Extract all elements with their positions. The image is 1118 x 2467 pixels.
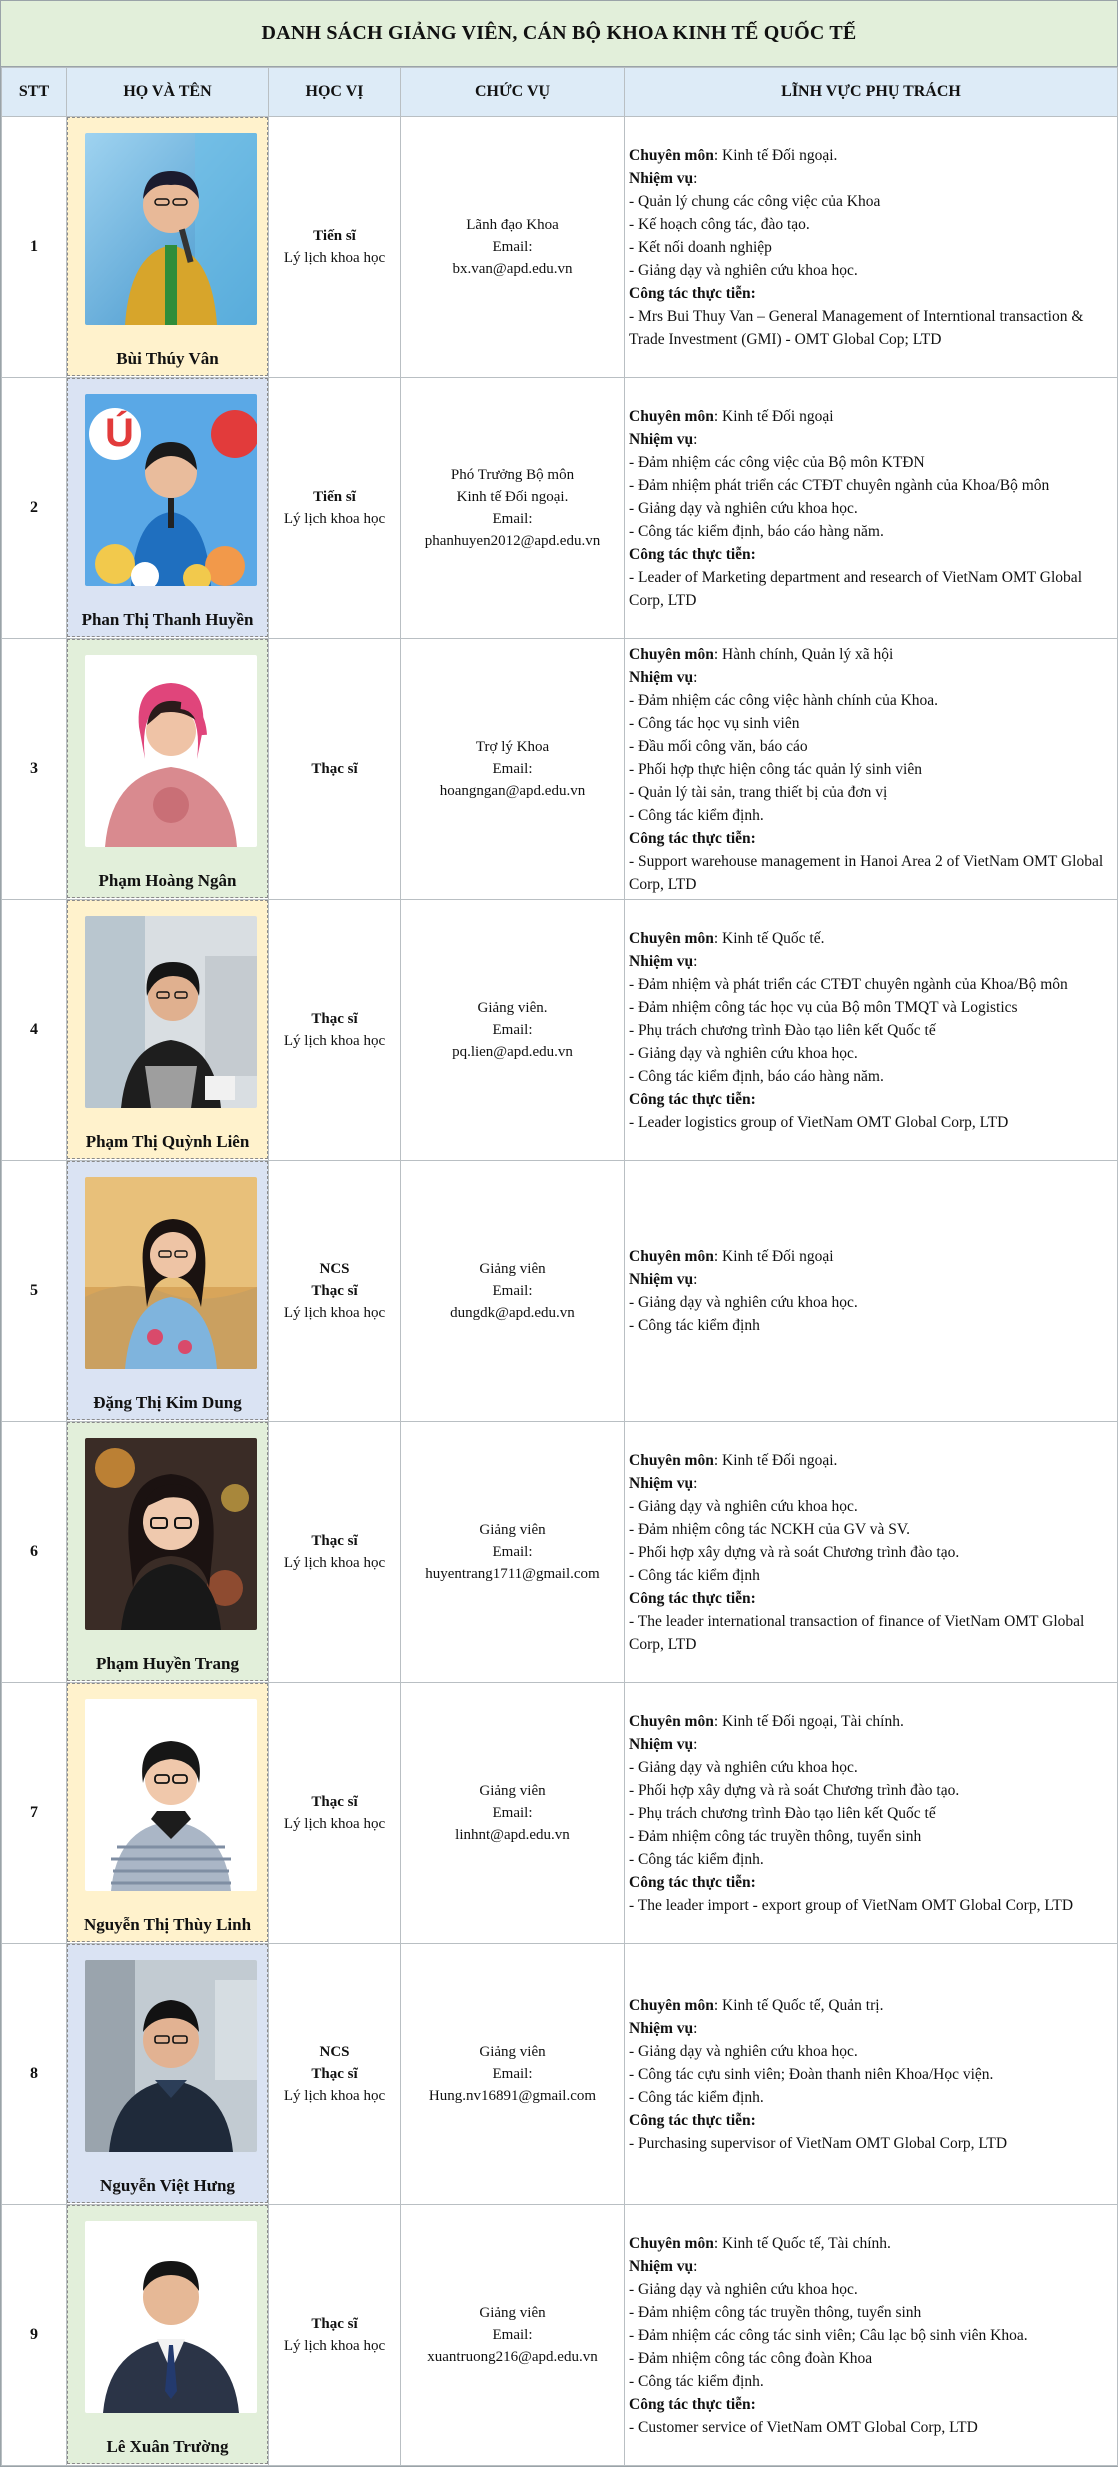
duties-cell — [625, 1422, 1118, 1683]
stt-cell: 3 — [2, 639, 67, 900]
cv-link[interactable]: Lý lịch khoa học — [283, 2338, 386, 2354]
degree-cell — [269, 2205, 401, 2466]
degree-cell — [269, 639, 401, 900]
task-item: - Đảm nhiệm các công tác sinh viên; Câu lạc bộ sinh viên Khoa. — [629, 2326, 1028, 2344]
degree-cell — [269, 900, 401, 1161]
degree-cell — [269, 378, 401, 639]
position-line: Phó Trưởng Bộ môn — [450, 467, 575, 483]
duties-cell — [625, 1944, 1118, 2205]
position-line: Email: — [492, 239, 533, 255]
position-line: Hung.nv16891@gmail.com — [428, 2088, 597, 2104]
specialty-label: Chuyên môn — [629, 645, 714, 663]
specialty-label: Chuyên môn — [629, 146, 714, 164]
duties-cell — [625, 900, 1118, 1161]
practice-item: - The leader international transaction of finance of VietNam OMT Global Corp, LTD — [629, 1612, 1085, 1653]
photo-frame — [67, 2205, 268, 2464]
task-item: - Công tác kiểm định — [629, 1566, 760, 1584]
degree-text: Tiến sĩ — [313, 228, 356, 244]
specialty-line — [629, 1449, 1111, 1472]
position-cell — [401, 378, 625, 639]
task-item: - Giảng dạy và nghiên cứu khoa học. — [629, 499, 858, 517]
position-cell — [401, 639, 625, 900]
position-line: Email: — [492, 1544, 533, 1560]
staff-name: Phạm Hoàng Ngân — [98, 871, 237, 890]
stt-cell: 5 — [2, 1161, 67, 1422]
position-cell — [401, 1161, 625, 1422]
specialty-label: Chuyên môn — [629, 1712, 714, 1730]
duties-cell — [625, 378, 1118, 639]
practice-item: - Leader of Marketing department and research of VietNam OMT Global Corp, LTD — [629, 568, 1082, 609]
staff-name: Bùi Thúy Vân — [116, 349, 219, 368]
duties-label: Nhiệm vụ — [629, 169, 694, 187]
name-cell — [67, 1683, 269, 1944]
task-item: - Đảm nhiệm các công việc của Bộ môn KTĐN — [629, 453, 925, 471]
specialty-text: : Kinh tế Đối ngoại — [713, 407, 834, 425]
cv-link[interactable]: Lý lịch khoa học — [283, 1816, 386, 1832]
task-item: - Giảng dạy và nghiên cứu khoa học. — [629, 1044, 858, 1062]
specialty-text: : Kinh tế Đối ngoại. — [713, 1451, 838, 1469]
task-item: - Công tác kiểm định. — [629, 806, 764, 824]
specialty-line — [629, 405, 1111, 428]
cv-link[interactable]: Lý lịch khoa học — [283, 1555, 386, 1571]
duties-cell — [625, 2205, 1118, 2466]
degree-cell — [269, 1944, 401, 2205]
staff-photo — [85, 1177, 257, 1369]
duties-cell — [625, 639, 1118, 900]
specialty-line — [629, 144, 1111, 167]
position-line: dungdk@apd.edu.vn — [450, 1305, 575, 1321]
duties-heading — [629, 950, 1111, 973]
table-row — [2, 1422, 1118, 1683]
table-row — [2, 900, 1118, 1161]
task-item: - Đảm nhiệm công tác truyền thông, tuyển sinh — [629, 2303, 922, 2321]
position-line: phanhuyen2012@apd.edu.vn — [424, 533, 601, 549]
specialty-line — [629, 1710, 1111, 1733]
position-line: Email: — [492, 511, 533, 527]
photo-frame — [67, 378, 268, 637]
degree-text: NCS — [319, 1261, 350, 1277]
task-item: - Phối hợp xây dựng và rà soát Chương trình đào tạo. — [629, 1781, 960, 1799]
photo-frame — [67, 1422, 268, 1681]
duties-colon: : — [693, 169, 698, 187]
practice-label: Công tác thực tiễn: — [629, 284, 756, 302]
name-cell — [67, 378, 269, 639]
position-cell — [401, 1422, 625, 1683]
duties-label: Nhiệm vụ — [629, 668, 694, 686]
cv-link[interactable]: Lý lịch khoa học — [283, 1033, 386, 1049]
duties-heading — [629, 2017, 1111, 2040]
duties-label: Nhiệm vụ — [629, 2257, 694, 2275]
duties-heading — [629, 1472, 1111, 1495]
duties-label: Nhiệm vụ — [629, 1271, 694, 1288]
specialty-text: : Kinh tế Đối ngoại, Tài chính. — [713, 1712, 904, 1730]
name-cell — [67, 900, 269, 1161]
task-item: - Công tác kiểm định. — [629, 2088, 764, 2106]
duties-colon: : — [693, 2019, 698, 2037]
stt-cell: 6 — [2, 1422, 67, 1683]
duties-heading — [629, 666, 1111, 689]
degree-text: Tiến sĩ — [313, 489, 356, 505]
name-cell — [67, 2205, 269, 2466]
specialty-text: : Kinh tế Đối ngoại. — [713, 146, 838, 164]
position-line: Giảng viên — [479, 2305, 546, 2321]
task-item: - Công tác kiểm định, báo cáo hàng năm. — [629, 1067, 884, 1085]
practice-label: Công tác thực tiễn: — [629, 1589, 756, 1607]
practice-item: - The leader import - export group of VietNam OMT Global Corp, LTD — [629, 1896, 1074, 1914]
duties-colon: : — [693, 1735, 698, 1753]
practice-item: - Support warehouse management in Hanoi Area 2 of VietNam OMT Global Corp, LTD — [629, 852, 1104, 893]
task-item: - Công tác kiểm định, báo cáo hàng năm. — [629, 522, 884, 540]
position-line: Email: — [492, 1805, 533, 1821]
photo-frame — [67, 117, 268, 376]
position-line: bx.van@apd.edu.vn — [452, 261, 573, 277]
practice-label: Công tác thực tiễn: — [629, 545, 756, 563]
degree-text: Thạc sĩ — [311, 761, 358, 777]
specialty-text: : Kinh tế Quốc tế, Quản trị. — [713, 1996, 884, 2014]
task-item: - Công tác cựu sinh viên; Đoàn thanh niên Khoa/Học viện. — [629, 2065, 994, 2083]
degree-cell — [269, 1683, 401, 1944]
position-cell — [401, 900, 625, 1161]
cv-link[interactable]: Lý lịch khoa học — [283, 2088, 386, 2104]
cv-link[interactable]: Lý lịch khoa học — [283, 250, 386, 266]
specialty-line — [629, 1245, 1111, 1268]
specialty-line — [629, 2232, 1111, 2255]
degree-text: Thạc sĩ — [311, 2316, 358, 2332]
practice-label: Công tác thực tiễn: — [629, 2111, 756, 2129]
position-line: Giảng viên — [479, 1261, 546, 1277]
staff-name: Đặng Thị Kim Dung — [93, 1393, 242, 1412]
staff-name: Lê Xuân Trường — [106, 2437, 229, 2456]
staff-photo — [85, 655, 257, 847]
table-row — [2, 1683, 1118, 1944]
stt-cell: 8 — [2, 1944, 67, 2205]
stt-cell: 2 — [2, 378, 67, 639]
staff-photo — [85, 916, 257, 1108]
specialty-line — [629, 1994, 1111, 2017]
header-row — [2, 68, 1118, 117]
task-item: - Đảm nhiệm và phát triển các CTĐT chuyên ngành của Khoa/Bộ môn — [629, 975, 1068, 993]
position-line: Lãnh đạo Khoa — [466, 217, 559, 233]
header-duties: LĨNH VỰC PHỤ TRÁCH — [625, 68, 1118, 117]
task-item: - Phối hợp thực hiện công tác quản lý sinh viên — [629, 760, 922, 778]
duties-heading — [629, 1733, 1111, 1756]
task-item: - Quản lý tài sản, trang thiết bị của đơn vị — [629, 783, 888, 801]
duties-colon: : — [693, 668, 698, 686]
stt-cell: 9 — [2, 2205, 67, 2466]
staff-photo — [85, 394, 257, 586]
degree-text: Thạc sĩ — [311, 1533, 358, 1549]
staff-name: Phạm Thị Quỳnh Liên — [85, 1132, 250, 1151]
table-row — [2, 2205, 1118, 2466]
staff-photo — [85, 1438, 257, 1630]
position-line: Email: — [492, 1283, 533, 1299]
duties-cell — [625, 1161, 1118, 1422]
task-item: - Công tác kiểm định. — [629, 2372, 764, 2390]
duties-colon: : — [693, 952, 698, 970]
table-row — [2, 117, 1118, 378]
specialty-label: Chuyên môn — [629, 407, 714, 425]
staff-name: Nguyễn Thị Thùy Linh — [83, 1915, 252, 1934]
position-cell — [401, 1944, 625, 2205]
task-item: - Giảng dạy và nghiên cứu khoa học. — [629, 2280, 858, 2298]
position-line: Email: — [492, 2327, 533, 2343]
specialty-label: Chuyên môn — [629, 1451, 714, 1469]
position-line: Email: — [492, 1022, 533, 1038]
table-row — [2, 639, 1118, 900]
sheet-title: DANH SÁCH GIẢNG VIÊN, CÁN BỘ KHOA KINH TẾ QUỐC TẾ — [1, 1, 1117, 67]
position-line: Email: — [492, 2066, 533, 2082]
task-item: - Phụ trách chương trình Đào tạo liên kết Quốc tế — [629, 1804, 936, 1822]
position-line: huyentrang1711@gmail.com — [425, 1566, 600, 1582]
stt-cell: 1 — [2, 117, 67, 378]
duties-label: Nhiệm vụ — [629, 1735, 694, 1753]
specialty-label: Chuyên môn — [629, 929, 714, 947]
duties-cell — [625, 1683, 1118, 1944]
task-item: - Đảm nhiệm công tác công đoàn Khoa — [629, 2349, 873, 2367]
task-item: - Giảng dạy và nghiên cứu khoa học. — [629, 1758, 858, 1776]
stt-cell: 7 — [2, 1683, 67, 1944]
task-item: - Phối hợp xây dựng và rà soát Chương trình đào tạo. — [629, 1543, 960, 1561]
duties-label: Nhiệm vụ — [629, 1474, 694, 1492]
position-line: Kinh tế Đối ngoại. — [456, 489, 569, 505]
photo-frame — [67, 900, 268, 1159]
name-cell — [67, 1422, 269, 1683]
staff-rows — [2, 117, 1118, 2466]
duties-cell — [625, 117, 1118, 378]
task-item: - Giảng dạy và nghiên cứu khoa học. — [629, 261, 858, 279]
task-item: - Giảng dạy và nghiên cứu khoa học. — [629, 1497, 858, 1515]
position-line: hoangngan@apd.edu.vn — [439, 783, 586, 799]
duties-label: Nhiệm vụ — [629, 2019, 694, 2037]
header-name: HỌ VÀ TÊN — [67, 68, 269, 117]
photo-frame — [67, 1944, 268, 2203]
specialty-text: : Kinh tế Quốc tế. — [713, 929, 825, 947]
position-line: Giảng viên — [479, 1522, 546, 1538]
task-item: - Giảng dạy và nghiên cứu khoa học. — [629, 2042, 858, 2060]
position-cell — [401, 2205, 625, 2466]
staff-name: Phạm Huyền Trang — [96, 1654, 239, 1673]
task-item: - Công tác học vụ sinh viên — [629, 714, 800, 732]
degree-cell — [269, 1161, 401, 1422]
task-item: - Giảng dạy và nghiên cứu khoa học. — [629, 1294, 858, 1311]
duties-heading — [629, 2255, 1111, 2278]
task-item: - Đảm nhiệm phát triển các CTĐT chuyên ngành của Khoa/Bộ môn — [629, 476, 1050, 494]
cv-link[interactable]: Lý lịch khoa học — [283, 1305, 386, 1321]
photo-frame — [67, 639, 268, 898]
table-row — [2, 378, 1118, 639]
header-degree: HỌC VỊ — [269, 68, 401, 117]
task-item: - Đảm nhiệm các công việc hành chính của Khoa. — [629, 691, 939, 709]
duties-colon: : — [693, 430, 698, 448]
practice-item: - Purchasing supervisor of VietNam OMT Global Corp, LTD — [629, 2134, 1008, 2152]
staff-name: Phan Thị Thanh Huyền — [81, 610, 254, 629]
duties-label: Nhiệm vụ — [629, 952, 694, 970]
staff-photo — [85, 133, 257, 325]
practice-item: - Leader logistics group of VietNam OMT Global Corp, LTD — [629, 1113, 1009, 1131]
position-cell — [401, 117, 625, 378]
duties-heading — [629, 428, 1111, 451]
table-row — [2, 1944, 1118, 2205]
photo-frame — [67, 1161, 268, 1420]
duties-colon: : — [693, 2257, 698, 2275]
task-item: - Công tác kiểm định — [629, 1317, 760, 1334]
practice-item: - Customer service of VietNam OMT Global Corp, LTD — [629, 2418, 978, 2436]
practice-label: Công tác thực tiễn: — [629, 2395, 756, 2413]
practice-label: Công tác thực tiễn: — [629, 829, 756, 847]
degree-text: Thạc sĩ — [311, 1011, 358, 1027]
degree-text: Thạc sĩ — [311, 1283, 358, 1299]
position-line: xuantruong216@apd.edu.vn — [427, 2349, 598, 2365]
position-line: Email: — [492, 761, 533, 777]
practice-label: Công tác thực tiễn: — [629, 1873, 756, 1891]
duties-label: Nhiệm vụ — [629, 430, 694, 448]
practice-label: Công tác thực tiễn: — [629, 1090, 756, 1108]
header-stt: STT — [2, 68, 67, 117]
name-cell — [67, 1944, 269, 2205]
task-item: - Đảm nhiệm công tác học vụ của Bộ môn TMQT và Logistics — [629, 998, 1018, 1016]
position-line: Giảng viên — [479, 2044, 546, 2060]
task-item: - Kết nối doanh nghiệp — [629, 238, 772, 256]
cv-link[interactable]: Lý lịch khoa học — [283, 511, 386, 527]
task-item: - Phụ trách chương trình Đào tạo liên kết Quốc tế — [629, 1021, 936, 1039]
specialty-text: : Kinh tế Đối ngoại — [713, 1248, 834, 1265]
specialty-line — [629, 643, 1111, 666]
header-position: CHỨC VỤ — [401, 68, 625, 117]
task-item: - Kế hoạch công tác, đào tạo. — [629, 215, 810, 233]
position-cell — [401, 1683, 625, 1944]
specialty-text: : Hành chính, Quản lý xã hội — [713, 645, 894, 663]
table-row — [2, 1161, 1118, 1422]
task-item: - Quản lý chung các công việc của Khoa — [629, 192, 881, 210]
staff-photo — [85, 1699, 257, 1891]
task-item: - Đầu mối công văn, báo cáo — [629, 737, 808, 755]
duties-heading — [629, 167, 1111, 190]
task-item: - Công tác kiểm định. — [629, 1850, 764, 1868]
position-line: Giảng viên — [479, 1783, 546, 1799]
specialty-label: Chuyên môn — [629, 2234, 714, 2252]
degree-cell — [269, 1422, 401, 1683]
task-item: - Đảm nhiệm công tác truyền thông, tuyển sinh — [629, 1827, 922, 1845]
task-item: - Đảm nhiệm công tác NCKH của GV và SV. — [629, 1520, 910, 1538]
svg-text:Ú: Ú — [105, 411, 134, 455]
position-line: pq.lien@apd.edu.vn — [452, 1044, 573, 1060]
specialty-label: Chuyên môn — [629, 1248, 714, 1265]
staff-table — [1, 67, 1118, 2466]
position-line: Trợ lý Khoa — [475, 739, 550, 755]
specialty-label: Chuyên môn — [629, 1996, 714, 2014]
degree-text: NCS — [319, 2044, 350, 2060]
staff-name: Nguyễn Việt Hưng — [100, 2176, 235, 2195]
name-cell — [67, 117, 269, 378]
degree-cell — [269, 117, 401, 378]
practice-item: - Mrs Bui Thuy Van – General Management of Interntional transaction & Trade Investment (GMI) - OMT Global Cop; LTD — [629, 307, 1084, 348]
degree-text: Thạc sĩ — [311, 2066, 358, 2082]
specialty-line — [629, 927, 1111, 950]
name-cell — [67, 1161, 269, 1422]
duties-heading — [629, 1268, 1111, 1291]
specialty-text: : Kinh tế Quốc tế, Tài chính. — [713, 2234, 891, 2252]
photo-frame — [67, 1683, 268, 1942]
staff-photo — [85, 2221, 257, 2413]
stt-cell: 4 — [2, 900, 67, 1161]
position-line: Giảng viên. — [477, 1000, 548, 1016]
duties-colon: : — [693, 1474, 698, 1492]
duties-colon: : — [693, 1271, 698, 1288]
name-cell — [67, 639, 269, 900]
position-line: linhnt@apd.edu.vn — [455, 1827, 570, 1843]
staff-photo — [85, 1960, 257, 2152]
degree-text: Thạc sĩ — [311, 1794, 358, 1810]
